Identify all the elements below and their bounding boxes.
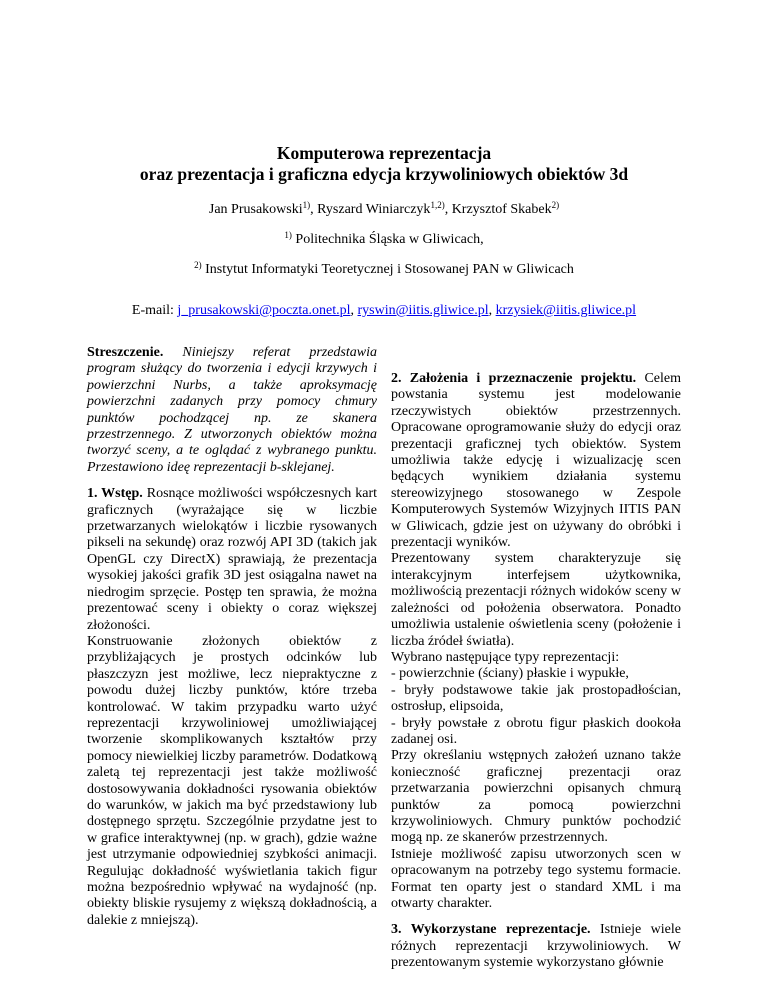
section-2-heading: 2. Założenia i przeznaczenie projektu. [391,371,637,386]
section-1-paragraph-2: Konstruowanie złożonych obiektów z przybliżających je prostych odcinków lub płaszczyzn jest możliwe, lecz niepraktyczne z powodu dużej liczby punktów, które trzeba kontrolować. W takim przypadku warto użyć reprezentacji krzywoliniowej umożliwiającej tworzenie skomplikowanych kształtów przy pomocy niewielkiej liczby parametrów. Dodatkową zaletą tej reprezentacji jest także możliwość dostosowywania dokładności rysowania obiektów do warunków, w jakich ma być przedstawiony lub dostępnego sprzętu. Szczególnie przydatne jest to w grafice interaktywnej (np. w grach), gdzie ważne jest utrzymanie odpowiedniej szybkości animacji. Regulując dokładność wyświetlania takich figur można bezpośrednio wpływać na wydajność (np. obiekty bliskie rysujemy z większą dokładnością, a dalekie z mniejszą). [87,633,377,928]
author-name: , Ryszard Winiarczyk [310,202,431,217]
affiliation-mark: 2) [194,260,202,270]
author-name: , Krzysztof Skabek [444,202,552,217]
email-separator: , [488,303,496,318]
section-3-paragraph-1 [391,922,681,971]
author-name: Jan Prusakowski [208,202,303,217]
affiliation-text: Politechnika Śląska w Gliwicach, [291,232,484,247]
email-line [0,303,768,319]
right-column [391,371,681,972]
affiliation-2 [0,262,768,278]
author-affiliation-mark: 2) [551,200,560,210]
affiliation-text: Instytut Informatyki Teoretycznej i Stosowanej PAN w Gliwicach [201,262,574,277]
email-link-winiarczyk[interactable]: ryswin@iitis.gliwice.pl [357,303,489,318]
section-2-paragraph-5: Istnieje możliwość zapisu utworzonych scen w opracowanym na potrzeby tego systemu formacie. Format ten oparty jest o standard XML i ma otwarty charakter. [391,846,681,911]
section-1-text: Rosnące możliwości współczesnych kart graficznych (wyrażające się w liczbie przetwarzanych wielokątów i liczbie rysowanych pikseli na sekundę) oraz rozwój API 3D (takich jak OpenGL czy DirectX) sprawiają, że prezentacja wysokiej jakości grafik 3D jest osiągalna nawet na niedrogim sprzęcie. Postęp ten sprawia, że można prezentować sceny i obiekty o coraz większej złożoności. [87,486,377,633]
abstract-label: Streszczenie. [87,345,164,360]
section-2-text: Celem powstania systemu jest modelowanie rzeczywistych obiektów przestrzennych. Opracowane oprogramowanie służy do edycji oraz prezentacji graficznej tych obiektów. System umożliwia także edycję i wizualizację scen będących wynikiem działania systemu stereowizyjnego stosowanego w Zespole Komputerowych Systemów Wizyjnych IITIS PAN w Gliwicach, gdzie jest on używany do obróbki i prezentacji wyników. [391,371,681,551]
abstract-text: Niniejszy referat przedstawia program służący do tworzenia i edycji krzywych i powierzchni Nurbs, a także aproksymację powierzchni zadanych przy pomocy chmury punktów pochodzącej np. ze skanera przestrzennego. Z utworzonych obiektów można tworzyć sceny, a te oglądać z wybranego punktu. Przestawiono ideę reprezentacji b-sklejanej. [87,345,377,475]
section-2-paragraph-3: Wybrano następujące typy reprezentacji: [391,649,620,665]
author-affiliation-mark: 1) [302,200,311,210]
email-link-prusakowski[interactable]: j_prusakowski@poczta.onet.pl [177,303,351,318]
section-3-heading: 3. Wykorzystane reprezentacje. [391,922,591,938]
email-label: E-mail: [131,303,178,318]
title-line-1: Komputerowa reprezentacja [276,143,492,163]
affiliation-1 [0,232,768,248]
left-column [87,345,377,929]
list-item: - powierzchnie (ściany) płaskie i wypukłe, [391,666,629,682]
section-1-heading: 1. Wstęp. [87,486,143,502]
author-list [0,202,768,218]
email-link-skabek[interactable]: krzysiek@iitis.gliwice.pl [495,303,637,318]
section-3-text: Istnieje wiele różnych reprezentacji krzywoliniowych. W prezentowanym systemie wykorzystano głównie [391,922,681,971]
section-2-paragraph-4: Przy określaniu wstępnych założeń uznano także konieczność graficznej prezentacji oraz przetwarzania powierzchni opisanych chmurą punktów za pomocą powierzchni krzywoliniowych. Chmury punktów pochodzić mogą np. ze skanerów przestrzennych. [391,748,681,846]
email-separator: , [350,303,358,318]
list-item: - bryły podstawowe takie jak prostopadłościan, ostrosłup, elipsoida, [391,682,681,715]
section-1-paragraph-1 [87,486,377,634]
author-affiliation-mark: 1,2) [430,200,445,210]
affiliation-mark: 1) [284,230,292,240]
title-line-2: oraz prezentacja i graficzna edycja krzywoliniowych obiektów 3d [139,164,629,184]
section-2-paragraph-1 [391,371,681,551]
abstract [87,345,377,476]
paper-title [0,143,768,185]
section-2-paragraph-2: Prezentowany system charakteryzuje się interakcyjnym interfejsem użytkownika, możliwością prezentacji różnych widoków sceny w zależności od położenia obserwatora. Ponadto umożliwia ustalenie oświetlenia sceny (położenie i liczba źródeł światła). [391,551,681,649]
list-item: - bryły powstałe z obrotu figur płaskich dookoła zadanej osi. [391,715,681,747]
